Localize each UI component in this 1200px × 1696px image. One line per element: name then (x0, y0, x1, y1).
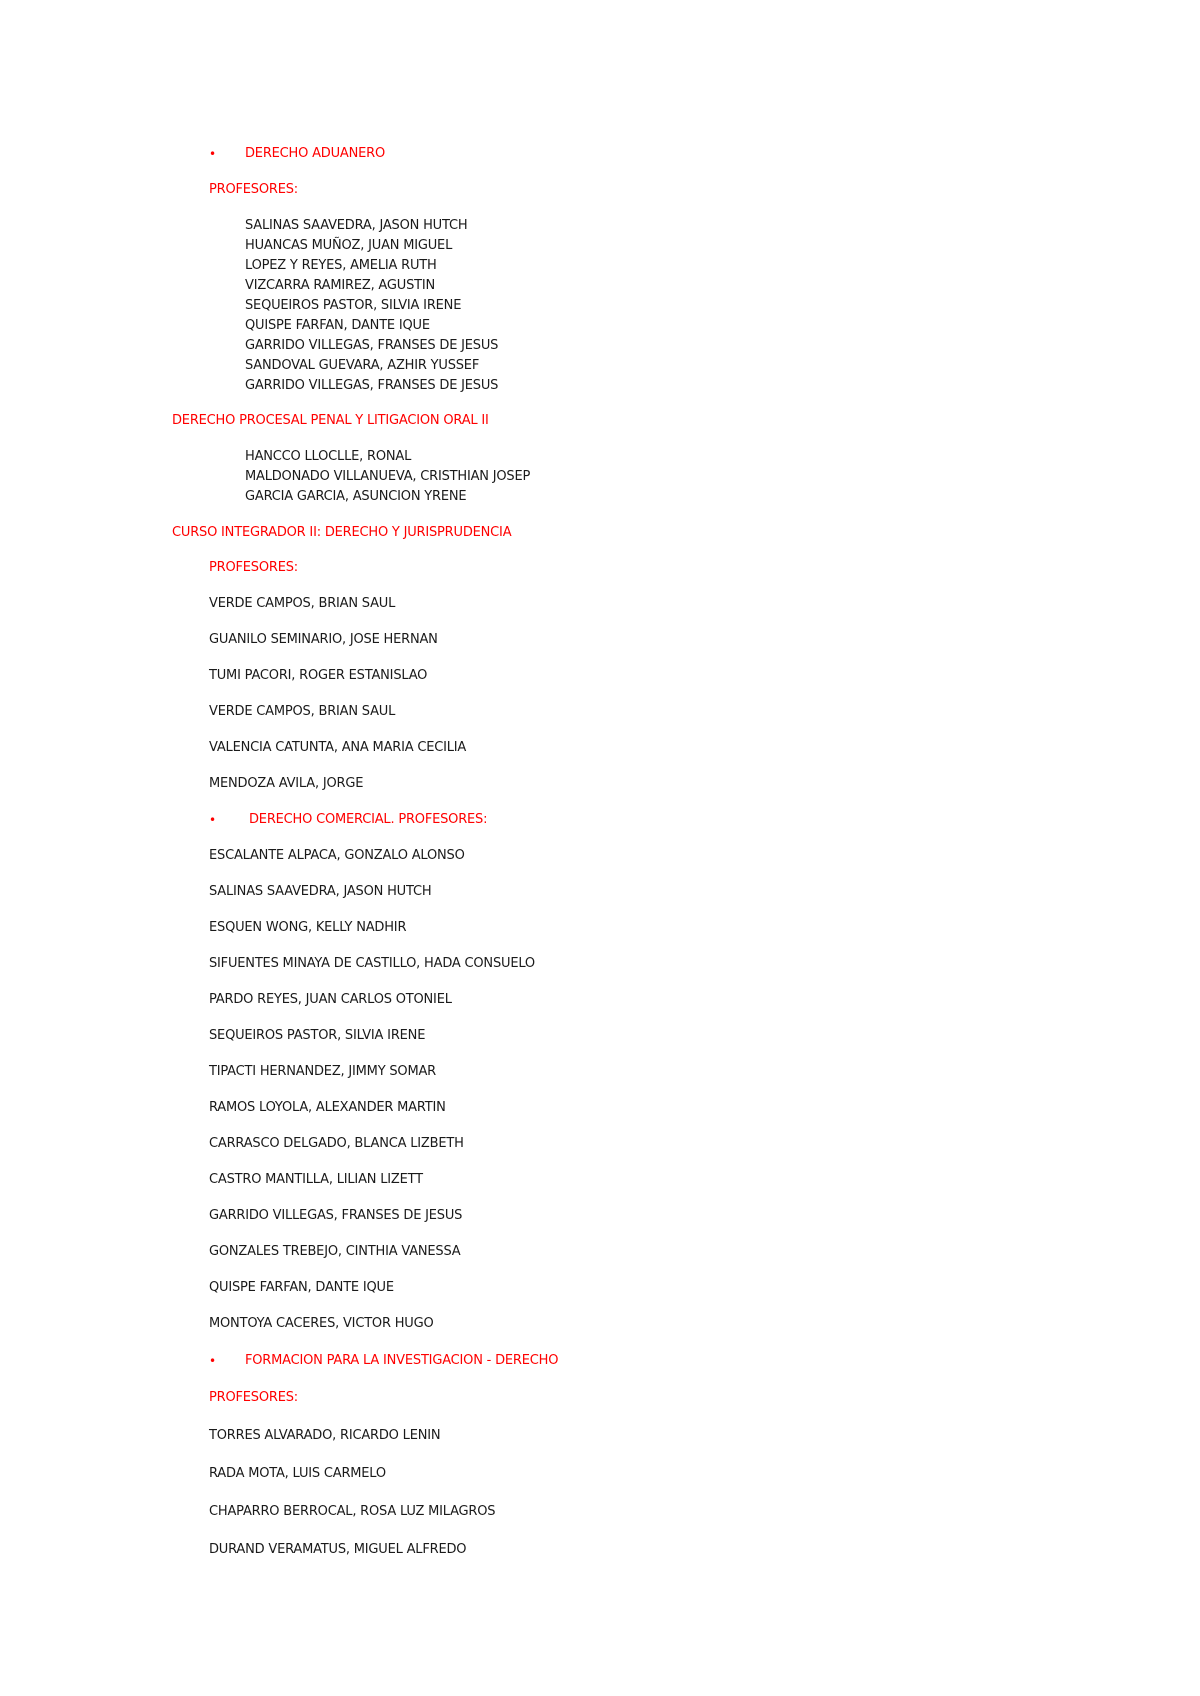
section-title-derecho-procesal-penal: DERECHO PROCESAL PENAL Y LITIGACION ORAL II (172, 413, 489, 428)
profesores-label: PROFESORES: (209, 182, 298, 197)
list-item: TORRES ALVARADO, RICARDO LENIN (209, 1428, 441, 1443)
section-title-curso-integrador: CURSO INTEGRADOR II: DERECHO Y JURISPRUDENCIA (172, 525, 512, 540)
list-item: MALDONADO VILLANUEVA, CRISTHIAN JOSEP (245, 469, 531, 484)
list-item: VERDE CAMPOS, BRIAN SAUL (209, 704, 396, 719)
list-item: VERDE CAMPOS, BRIAN SAUL (209, 596, 396, 611)
list-item: RAMOS LOYOLA, ALEXANDER MARTIN (209, 1100, 446, 1115)
list-item: GARRIDO VILLEGAS, FRANSES DE JESUS (245, 378, 499, 393)
bullet-icon: • (209, 1354, 216, 1368)
list-item: QUISPE FARFAN, DANTE IQUE (245, 318, 430, 333)
profesores-label: PROFESORES: (209, 1390, 298, 1405)
list-item: VIZCARRA RAMIREZ, AGUSTIN (245, 278, 436, 293)
list-item: VALENCIA CATUNTA, ANA MARIA CECILIA (209, 740, 467, 755)
list-item: LOPEZ Y REYES, AMELIA RUTH (245, 258, 437, 273)
list-item: GUANILO SEMINARIO, JOSE HERNAN (209, 632, 438, 647)
list-item: SIFUENTES MINAYA DE CASTILLO, HADA CONSUELO (209, 956, 535, 971)
bullet-icon: • (209, 813, 216, 827)
list-item: PARDO REYES, JUAN CARLOS OTONIEL (209, 992, 452, 1007)
list-item: TUMI PACORI, ROGER ESTANISLAO (209, 668, 428, 683)
list-item: RADA MOTA, LUIS CARMELO (209, 1466, 386, 1481)
list-item: GARRIDO VILLEGAS, FRANSES DE JESUS (209, 1208, 463, 1223)
section-title-formacion-investigacion: FORMACION PARA LA INVESTIGACION - DERECHO (245, 1353, 559, 1368)
list-item: ESQUEN WONG, KELLY NADHIR (209, 920, 407, 935)
list-item: TIPACTI HERNANDEZ, JIMMY SOMAR (209, 1064, 436, 1079)
list-item: DURAND VERAMATUS, MIGUEL ALFREDO (209, 1542, 467, 1557)
list-item: CASTRO MANTILLA, LILIAN LIZETT (209, 1172, 423, 1187)
list-item: ESCALANTE ALPACA, GONZALO ALONSO (209, 848, 465, 863)
list-item: CARRASCO DELGADO, BLANCA LIZBETH (209, 1136, 464, 1151)
list-item: SEQUEIROS PASTOR, SILVIA IRENE (245, 298, 462, 313)
profesores-label: PROFESORES: (209, 560, 298, 575)
bullet-icon: • (209, 147, 216, 161)
list-item: GONZALES TREBEJO, CINTHIA VANESSA (209, 1244, 461, 1259)
list-item: GARRIDO VILLEGAS, FRANSES DE JESUS (245, 338, 499, 353)
list-item: CHAPARRO BERROCAL, ROSA LUZ MILAGROS (209, 1504, 496, 1519)
list-item: HANCCO LLOCLLE, RONAL (245, 449, 412, 464)
list-item: HUANCAS MUÑOZ, JUAN MIGUEL (245, 238, 453, 253)
list-item: QUISPE FARFAN, DANTE IQUE (209, 1280, 394, 1295)
list-item: SEQUEIROS PASTOR, SILVIA IRENE (209, 1028, 426, 1043)
section-title-derecho-aduanero: DERECHO ADUANERO (245, 146, 386, 161)
list-item: MENDOZA AVILA, JORGE (209, 776, 364, 791)
list-item: GARCIA GARCIA, ASUNCION YRENE (245, 489, 467, 504)
list-item: MONTOYA CACERES, VICTOR HUGO (209, 1316, 434, 1331)
list-item: SALINAS SAAVEDRA, JASON HUTCH (245, 218, 468, 233)
list-item: SANDOVAL GUEVARA, AZHIR YUSSEF (245, 358, 480, 373)
list-item: SALINAS SAAVEDRA, JASON HUTCH (209, 884, 432, 899)
section-title-derecho-comercial: DERECHO COMERCIAL. PROFESORES: (249, 812, 488, 827)
